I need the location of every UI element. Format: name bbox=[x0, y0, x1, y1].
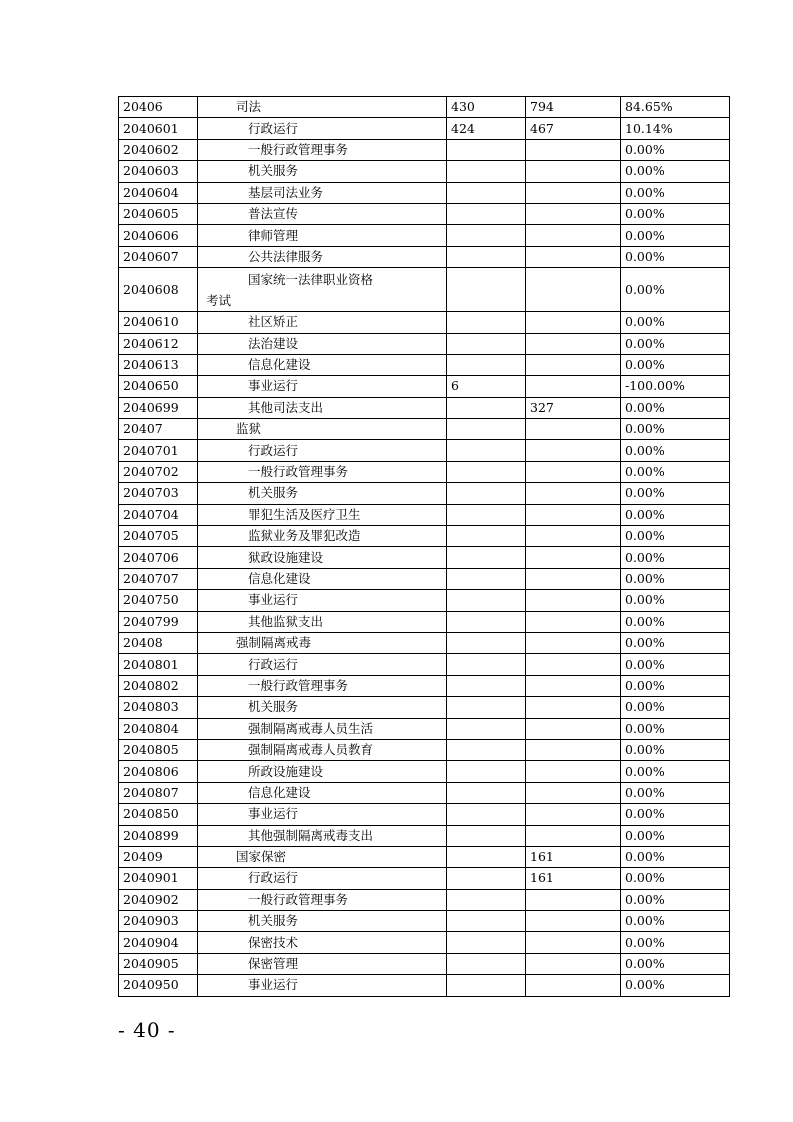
item-name-cell: 一般行政管理事务 bbox=[198, 675, 447, 696]
code-cell: 2040699 bbox=[119, 397, 198, 418]
percent-change-cell: 0.00% bbox=[621, 590, 730, 611]
percent-change-cell: -100.00% bbox=[621, 376, 730, 397]
code-cell: 2040612 bbox=[119, 333, 198, 354]
code-cell: 2040706 bbox=[119, 547, 198, 568]
item-name-cell: 机关服务 bbox=[198, 911, 447, 932]
table-row bbox=[119, 568, 730, 589]
percent-change-cell: 0.00% bbox=[621, 782, 730, 803]
table-row bbox=[119, 376, 730, 397]
item-name-cell: 罪犯生活及医疗卫生 bbox=[198, 504, 447, 525]
code-cell: 2040606 bbox=[119, 225, 198, 246]
code-cell: 2040707 bbox=[119, 568, 198, 589]
percent-change-cell: 0.00% bbox=[621, 632, 730, 653]
code-cell: 2040602 bbox=[119, 139, 198, 160]
code-cell: 2040750 bbox=[119, 590, 198, 611]
table-row bbox=[119, 268, 730, 312]
amount-a-cell: 6 bbox=[447, 376, 526, 397]
amount-a-cell bbox=[447, 203, 526, 224]
amount-a-cell bbox=[447, 632, 526, 653]
amount-b-cell bbox=[526, 590, 621, 611]
item-name-cell: 普法宣传 bbox=[198, 203, 447, 224]
amount-a-cell bbox=[447, 354, 526, 375]
percent-change-cell: 0.00% bbox=[621, 333, 730, 354]
code-cell: 2040902 bbox=[119, 889, 198, 910]
item-name-cell: 信息化建设 bbox=[198, 568, 447, 589]
table-row bbox=[119, 397, 730, 418]
table-row bbox=[119, 333, 730, 354]
amount-a-cell bbox=[447, 225, 526, 246]
code-cell: 2040603 bbox=[119, 161, 198, 182]
table-row bbox=[119, 697, 730, 718]
item-name-cell: 保密技术 bbox=[198, 932, 447, 953]
table-row bbox=[119, 932, 730, 953]
amount-b-cell bbox=[526, 182, 621, 203]
percent-change-cell: 0.00% bbox=[621, 568, 730, 589]
amount-b-cell bbox=[526, 526, 621, 547]
amount-a-cell bbox=[447, 868, 526, 889]
code-cell: 2040806 bbox=[119, 761, 198, 782]
amount-b-cell bbox=[526, 632, 621, 653]
table-row bbox=[119, 354, 730, 375]
amount-a-cell: 424 bbox=[447, 118, 526, 139]
amount-a-cell bbox=[447, 246, 526, 267]
amount-a-cell: 430 bbox=[447, 97, 526, 118]
table-row bbox=[119, 97, 730, 118]
table-row bbox=[119, 419, 730, 440]
amount-b-cell bbox=[526, 718, 621, 739]
item-name-cell: 一般行政管理事务 bbox=[198, 889, 447, 910]
item-name-cell: 国家保密 bbox=[198, 846, 447, 867]
percent-change-cell: 10.14% bbox=[621, 118, 730, 139]
item-name-cell: 机关服务 bbox=[198, 697, 447, 718]
percent-change-cell: 0.00% bbox=[621, 611, 730, 632]
code-cell: 2040807 bbox=[119, 782, 198, 803]
amount-b-cell bbox=[526, 461, 621, 482]
code-cell: 2040701 bbox=[119, 440, 198, 461]
item-name-cell: 强制隔离戒毒人员教育 bbox=[198, 739, 447, 760]
code-cell: 2040801 bbox=[119, 654, 198, 675]
amount-b-cell bbox=[526, 376, 621, 397]
table-row bbox=[119, 804, 730, 825]
item-name-cell: 保密管理 bbox=[198, 953, 447, 974]
item-name-cell: 行政运行 bbox=[198, 118, 447, 139]
table-row bbox=[119, 782, 730, 803]
amount-b-cell bbox=[526, 161, 621, 182]
table-row bbox=[119, 246, 730, 267]
table-row bbox=[119, 312, 730, 333]
table-row bbox=[119, 825, 730, 846]
amount-a-cell bbox=[447, 932, 526, 953]
table-row bbox=[119, 225, 730, 246]
table-row bbox=[119, 654, 730, 675]
amount-b-cell bbox=[526, 804, 621, 825]
table-row bbox=[119, 139, 730, 160]
amount-a-cell bbox=[447, 846, 526, 867]
amount-b-cell: 161 bbox=[526, 846, 621, 867]
item-name-cell: 其他强制隔离戒毒支出 bbox=[198, 825, 447, 846]
percent-change-cell: 0.00% bbox=[621, 654, 730, 675]
code-cell: 2040950 bbox=[119, 975, 198, 996]
amount-a-cell bbox=[447, 268, 526, 312]
item-name-cell: 行政运行 bbox=[198, 440, 447, 461]
percent-change-cell: 0.00% bbox=[621, 804, 730, 825]
table-row bbox=[119, 889, 730, 910]
code-cell: 2040608 bbox=[119, 268, 198, 312]
table-row bbox=[119, 504, 730, 525]
amount-a-cell bbox=[447, 461, 526, 482]
item-name-cell: 机关服务 bbox=[198, 483, 447, 504]
table-row bbox=[119, 440, 730, 461]
code-cell: 2040904 bbox=[119, 932, 198, 953]
amount-a-cell bbox=[447, 483, 526, 504]
item-name-cell: 司法 bbox=[198, 97, 447, 118]
item-name-cell: 一般行政管理事务 bbox=[198, 461, 447, 482]
item-name-cell: 强制隔离戒毒人员生活 bbox=[198, 718, 447, 739]
amount-b-cell bbox=[526, 440, 621, 461]
percent-change-cell: 0.00% bbox=[621, 911, 730, 932]
amount-a-cell bbox=[447, 782, 526, 803]
table-row bbox=[119, 761, 730, 782]
item-name-cell: 强制隔离戒毒 bbox=[198, 632, 447, 653]
amount-a-cell bbox=[447, 675, 526, 696]
amount-a-cell bbox=[447, 397, 526, 418]
amount-b-cell bbox=[526, 675, 621, 696]
amount-b-cell bbox=[526, 761, 621, 782]
percent-change-cell: 0.00% bbox=[621, 182, 730, 203]
table-row bbox=[119, 846, 730, 867]
percent-change-cell: 0.00% bbox=[621, 312, 730, 333]
code-cell: 2040899 bbox=[119, 825, 198, 846]
code-cell: 2040610 bbox=[119, 312, 198, 333]
table-row bbox=[119, 526, 730, 547]
amount-b-cell bbox=[526, 825, 621, 846]
percent-change-cell: 0.00% bbox=[621, 203, 730, 224]
amount-b-cell bbox=[526, 547, 621, 568]
percent-change-cell: 0.00% bbox=[621, 461, 730, 482]
item-name-cell: 一般行政管理事务 bbox=[198, 139, 447, 160]
percent-change-cell: 0.00% bbox=[621, 697, 730, 718]
percent-change-cell: 0.00% bbox=[621, 739, 730, 760]
item-name-cell: 所政设施建设 bbox=[198, 761, 447, 782]
table-row bbox=[119, 118, 730, 139]
item-name-cell bbox=[198, 268, 447, 312]
amount-a-cell bbox=[447, 526, 526, 547]
amount-b-cell bbox=[526, 225, 621, 246]
amount-b-cell bbox=[526, 932, 621, 953]
item-name-cell: 事业运行 bbox=[198, 376, 447, 397]
table-row bbox=[119, 632, 730, 653]
amount-b-cell bbox=[526, 782, 621, 803]
percent-change-cell: 0.00% bbox=[621, 761, 730, 782]
code-cell: 2040704 bbox=[119, 504, 198, 525]
code-cell: 20406 bbox=[119, 97, 198, 118]
amount-a-cell bbox=[447, 911, 526, 932]
code-cell: 20407 bbox=[119, 419, 198, 440]
amount-b-cell bbox=[526, 268, 621, 312]
code-cell: 2040702 bbox=[119, 461, 198, 482]
code-cell: 2040650 bbox=[119, 376, 198, 397]
table-row bbox=[119, 590, 730, 611]
percent-change-cell: 0.00% bbox=[621, 547, 730, 568]
percent-change-cell: 0.00% bbox=[621, 825, 730, 846]
amount-a-cell bbox=[447, 761, 526, 782]
amount-b-cell: 327 bbox=[526, 397, 621, 418]
budget-table bbox=[118, 96, 730, 997]
percent-change-cell: 0.00% bbox=[621, 246, 730, 267]
amount-b-cell: 794 bbox=[526, 97, 621, 118]
code-cell: 20408 bbox=[119, 632, 198, 653]
table-row bbox=[119, 547, 730, 568]
amount-b-cell bbox=[526, 568, 621, 589]
table-row bbox=[119, 182, 730, 203]
amount-a-cell bbox=[447, 739, 526, 760]
code-cell: 2040901 bbox=[119, 868, 198, 889]
table-row bbox=[119, 675, 730, 696]
percent-change-cell: 0.00% bbox=[621, 440, 730, 461]
table-row bbox=[119, 911, 730, 932]
code-cell: 2040605 bbox=[119, 203, 198, 224]
code-cell: 2040804 bbox=[119, 718, 198, 739]
amount-a-cell bbox=[447, 654, 526, 675]
percent-change-cell: 0.00% bbox=[621, 975, 730, 996]
amount-b-cell bbox=[526, 246, 621, 267]
percent-change-cell: 0.00% bbox=[621, 718, 730, 739]
amount-a-cell bbox=[447, 889, 526, 910]
item-name-cell: 监狱 bbox=[198, 419, 447, 440]
item-name-cell: 事业运行 bbox=[198, 804, 447, 825]
amount-a-cell bbox=[447, 139, 526, 160]
item-name-cell: 其他监狱支出 bbox=[198, 611, 447, 632]
percent-change-cell: 0.00% bbox=[621, 225, 730, 246]
percent-change-cell: 0.00% bbox=[621, 526, 730, 547]
amount-a-cell bbox=[447, 182, 526, 203]
amount-b-cell bbox=[526, 354, 621, 375]
percent-change-cell: 0.00% bbox=[621, 932, 730, 953]
table-row bbox=[119, 953, 730, 974]
percent-change-cell: 0.00% bbox=[621, 868, 730, 889]
percent-change-cell: 0.00% bbox=[621, 504, 730, 525]
percent-change-cell: 0.00% bbox=[621, 675, 730, 696]
item-name-cell: 法治建设 bbox=[198, 333, 447, 354]
code-cell: 2040604 bbox=[119, 182, 198, 203]
table-row bbox=[119, 483, 730, 504]
amount-a-cell bbox=[447, 718, 526, 739]
code-cell: 2040850 bbox=[119, 804, 198, 825]
amount-a-cell bbox=[447, 590, 526, 611]
amount-b-cell: 467 bbox=[526, 118, 621, 139]
item-name-cell: 行政运行 bbox=[198, 654, 447, 675]
table-row bbox=[119, 718, 730, 739]
amount-b-cell bbox=[526, 611, 621, 632]
item-name-cell: 其他司法支出 bbox=[198, 397, 447, 418]
amount-b-cell bbox=[526, 953, 621, 974]
table-row bbox=[119, 975, 730, 996]
code-cell: 2040705 bbox=[119, 526, 198, 547]
code-cell: 2040601 bbox=[119, 118, 198, 139]
code-cell: 2040803 bbox=[119, 697, 198, 718]
table-row bbox=[119, 461, 730, 482]
amount-a-cell bbox=[447, 568, 526, 589]
percent-change-cell: 0.00% bbox=[621, 846, 730, 867]
amount-a-cell bbox=[447, 975, 526, 996]
amount-a-cell bbox=[447, 312, 526, 333]
amount-b-cell bbox=[526, 312, 621, 333]
percent-change-cell: 0.00% bbox=[621, 161, 730, 182]
percent-change-cell: 0.00% bbox=[621, 354, 730, 375]
table-row bbox=[119, 739, 730, 760]
code-cell: 2040613 bbox=[119, 354, 198, 375]
code-cell: 2040805 bbox=[119, 739, 198, 760]
amount-a-cell bbox=[447, 953, 526, 974]
table-body bbox=[119, 97, 730, 997]
item-name-cell: 基层司法业务 bbox=[198, 182, 447, 203]
amount-a-cell bbox=[447, 333, 526, 354]
percent-change-cell: 0.00% bbox=[621, 268, 730, 312]
amount-a-cell bbox=[447, 161, 526, 182]
amount-a-cell bbox=[447, 611, 526, 632]
amount-b-cell bbox=[526, 889, 621, 910]
amount-b-cell bbox=[526, 654, 621, 675]
item-name-cell: 事业运行 bbox=[198, 590, 447, 611]
amount-b-cell bbox=[526, 419, 621, 440]
percent-change-cell: 0.00% bbox=[621, 483, 730, 504]
table-row bbox=[119, 203, 730, 224]
amount-a-cell bbox=[447, 504, 526, 525]
item-name-line2: 考试 bbox=[206, 292, 232, 308]
amount-b-cell bbox=[526, 333, 621, 354]
percent-change-cell: 0.00% bbox=[621, 139, 730, 160]
item-name-cell: 信息化建设 bbox=[198, 354, 447, 375]
percent-change-cell: 0.00% bbox=[621, 953, 730, 974]
item-name-cell: 监狱业务及罪犯改造 bbox=[198, 526, 447, 547]
amount-b-cell bbox=[526, 483, 621, 504]
percent-change-cell: 0.00% bbox=[621, 419, 730, 440]
amount-b-cell bbox=[526, 975, 621, 996]
item-name-cell: 律师管理 bbox=[198, 225, 447, 246]
amount-b-cell: 161 bbox=[526, 868, 621, 889]
code-cell: 2040799 bbox=[119, 611, 198, 632]
amount-a-cell bbox=[447, 419, 526, 440]
item-name-cell: 狱政设施建设 bbox=[198, 547, 447, 568]
table-row bbox=[119, 868, 730, 889]
percent-change-cell: 0.00% bbox=[621, 397, 730, 418]
item-name-cell: 事业运行 bbox=[198, 975, 447, 996]
item-name-cell: 行政运行 bbox=[198, 868, 447, 889]
item-name-cell: 社区矫正 bbox=[198, 312, 447, 333]
amount-b-cell bbox=[526, 203, 621, 224]
amount-b-cell bbox=[526, 139, 621, 160]
percent-change-cell: 0.00% bbox=[621, 889, 730, 910]
code-cell: 2040607 bbox=[119, 246, 198, 267]
table-row bbox=[119, 611, 730, 632]
item-name-cell: 公共法律服务 bbox=[198, 246, 447, 267]
item-name-cell: 信息化建设 bbox=[198, 782, 447, 803]
amount-a-cell bbox=[447, 825, 526, 846]
code-cell: 2040802 bbox=[119, 675, 198, 696]
table-row bbox=[119, 161, 730, 182]
amount-b-cell bbox=[526, 504, 621, 525]
percent-change-cell: 84.65% bbox=[621, 97, 730, 118]
code-cell: 20409 bbox=[119, 846, 198, 867]
code-cell: 2040703 bbox=[119, 483, 198, 504]
amount-b-cell bbox=[526, 739, 621, 760]
amount-b-cell bbox=[526, 911, 621, 932]
amount-a-cell bbox=[447, 547, 526, 568]
amount-b-cell bbox=[526, 697, 621, 718]
amount-a-cell bbox=[447, 804, 526, 825]
code-cell: 2040903 bbox=[119, 911, 198, 932]
amount-a-cell bbox=[447, 697, 526, 718]
page-number: - 40 - bbox=[118, 1018, 176, 1042]
item-name-cell: 机关服务 bbox=[198, 161, 447, 182]
item-name-line1: 国家统一法律职业资格 bbox=[248, 271, 374, 287]
code-cell: 2040905 bbox=[119, 953, 198, 974]
amount-a-cell bbox=[447, 440, 526, 461]
